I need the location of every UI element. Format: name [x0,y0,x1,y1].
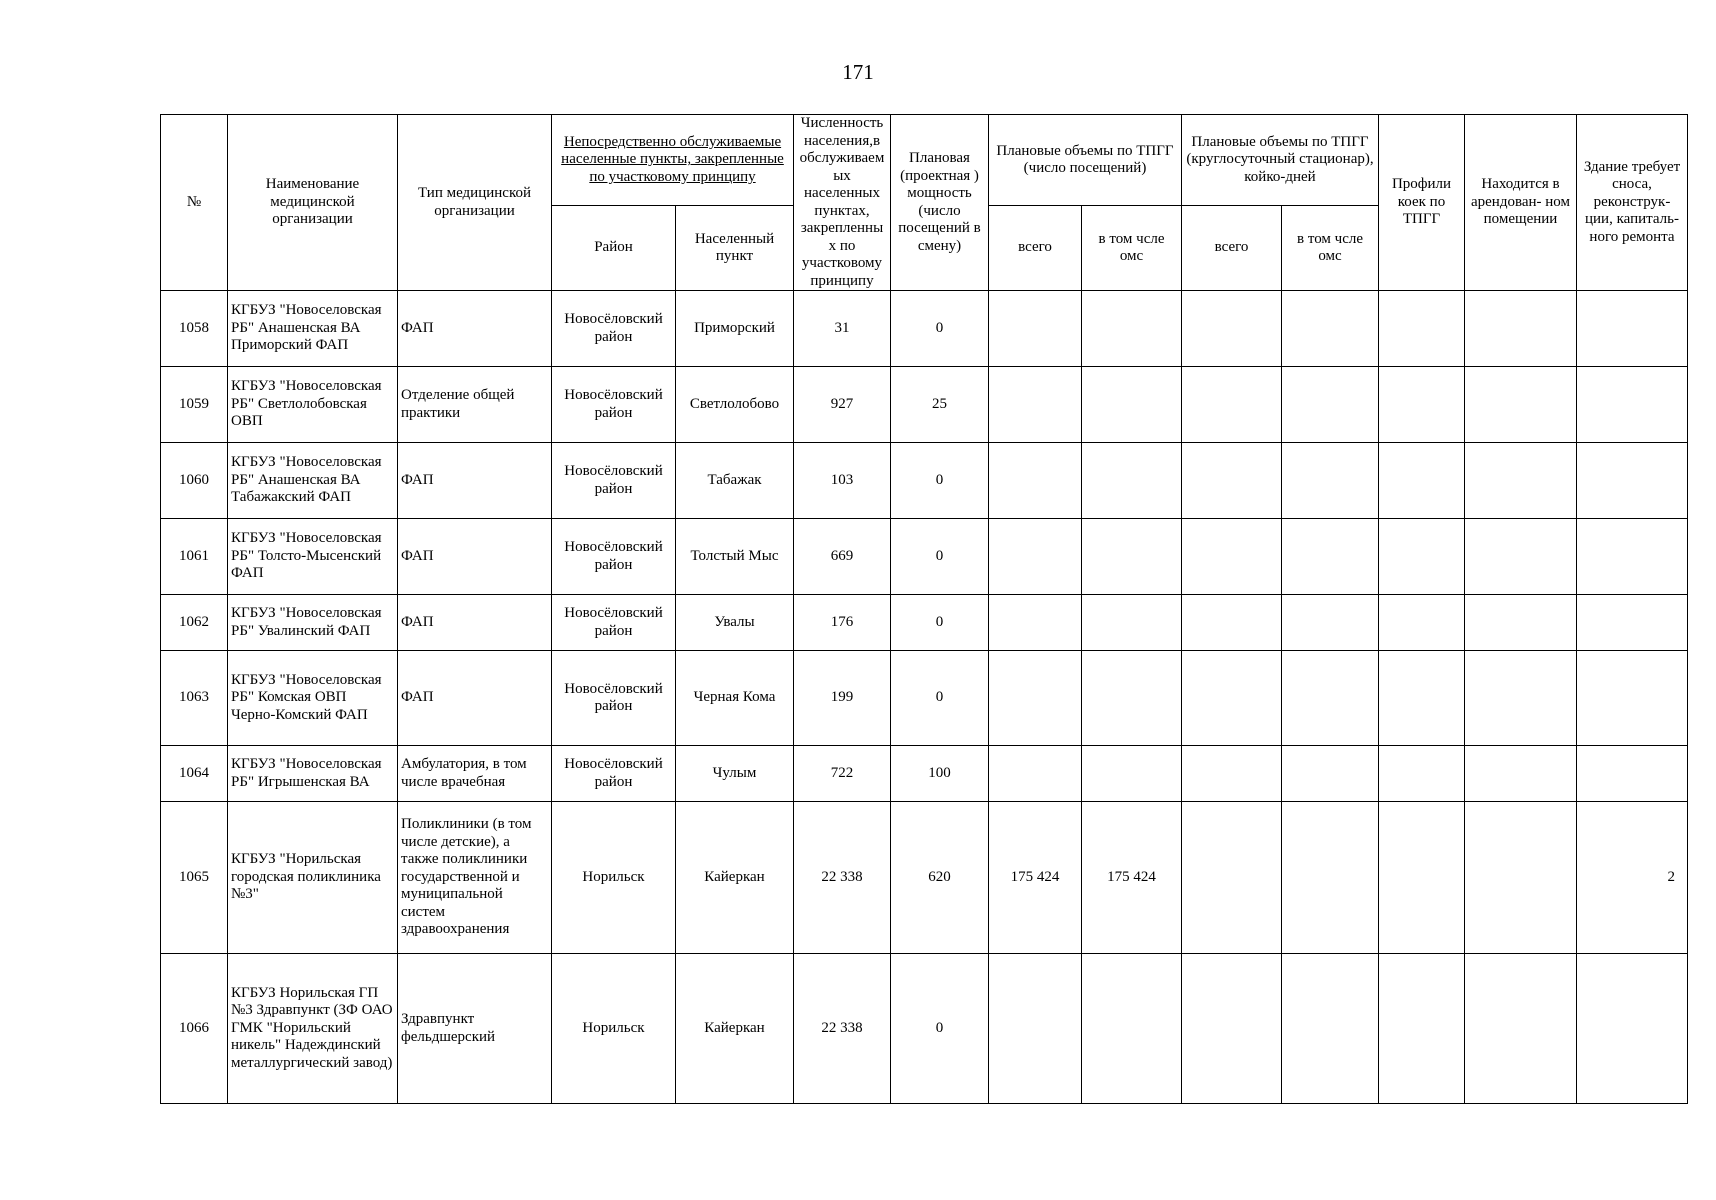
cell-profiles [1379,595,1465,651]
cell-type: ФАП [398,291,552,367]
cell-settlement: Кайеркан [676,802,794,954]
cell-type: ФАП [398,595,552,651]
cell-visits-total [989,443,1082,519]
cell-name: КГБУЗ "Новоселовская РБ" Светлолобовская ОВП [228,367,398,443]
cell-inpatient-oms [1282,746,1379,802]
cell-visits-oms [1082,291,1182,367]
cell-num: 1065 [161,802,228,954]
cell-district: Новосёловский район [552,291,676,367]
cell-rented [1465,954,1577,1104]
cell-settlement: Чулым [676,746,794,802]
cell-building [1577,651,1688,746]
header-visits: Плановые объемы по ТПГГ (число посещений) [989,115,1182,206]
cell-capacity: 620 [891,802,989,954]
cell-population: 22 338 [794,954,891,1104]
cell-visits-total [989,954,1082,1104]
cell-profiles [1379,519,1465,595]
cell-type: Поликлиники (в том числе детские), а также поликлиники государственной и муниципальной систем здравоохранения [398,802,552,954]
table-row [161,367,1688,443]
cell-inpatient-total [1182,954,1282,1104]
header-rented: Находится в арендован- ном помещении [1465,115,1577,291]
cell-profiles [1379,291,1465,367]
cell-num: 1061 [161,519,228,595]
cell-population: 199 [794,651,891,746]
cell-visits-total [989,651,1082,746]
cell-capacity: 25 [891,367,989,443]
cell-inpatient-total [1182,595,1282,651]
cell-profiles [1379,802,1465,954]
cell-settlement: Черная Кома [676,651,794,746]
cell-inpatient-total [1182,802,1282,954]
cell-visits-total [989,746,1082,802]
cell-settlement: Приморский [676,291,794,367]
header-settlement: Населенный пункт [676,206,794,291]
header-num: № [161,115,228,291]
cell-visits-oms [1082,595,1182,651]
cell-visits-total: 175 424 [989,802,1082,954]
cell-inpatient-total [1182,746,1282,802]
cell-inpatient-total [1182,651,1282,746]
cell-building [1577,519,1688,595]
header-building: Здание требует сноса, реконструк- ции, капиталь- ного ремонта [1577,115,1688,291]
table-row [161,443,1688,519]
cell-name: КГБУЗ "Новоселовская РБ" Толсто-Мысенский ФАП [228,519,398,595]
cell-inpatient-oms [1282,954,1379,1104]
table-row [161,291,1688,367]
cell-inpatient-total [1182,443,1282,519]
cell-capacity: 0 [891,291,989,367]
header-district: Район [552,206,676,291]
header-inpatient-oms: в том чсле омс [1282,206,1379,291]
cell-inpatient-oms [1282,443,1379,519]
table-row [161,519,1688,595]
cell-profiles [1379,954,1465,1104]
table-row [161,595,1688,651]
cell-district: Новосёловский район [552,519,676,595]
cell-profiles [1379,746,1465,802]
cell-visits-total [989,595,1082,651]
header-org-type: Тип медицинской организации [398,115,552,291]
cell-rented [1465,443,1577,519]
cell-name: КГБУЗ Норильская ГП №3 Здравпункт (ЗФ ОАО ГМК "Норильский никель" Надеждинский металлургический завод) [228,954,398,1104]
cell-inpatient-oms [1282,651,1379,746]
header-inpatient-total: всего [1182,206,1282,291]
table-row [161,954,1688,1104]
header-bed-profiles: Профили коек по ТПГГ [1379,115,1465,291]
cell-type: Здравпункт фельдшерский [398,954,552,1104]
page-number: 171 [842,60,874,84]
cell-district: Новосёловский район [552,746,676,802]
cell-visits-oms [1082,519,1182,595]
cell-name: КГБУЗ "Новоселовская РБ" Анашенская ВА Табажакский ФАП [228,443,398,519]
cell-building [1577,746,1688,802]
cell-settlement: Толстый Мыс [676,519,794,595]
cell-capacity: 0 [891,519,989,595]
cell-visits-oms [1082,443,1182,519]
cell-name: КГБУЗ "Новоселовская РБ" Комская ОВП Черно-Комский ФАП [228,651,398,746]
cell-num: 1058 [161,291,228,367]
cell-district: Новосёловский район [552,651,676,746]
cell-rented [1465,367,1577,443]
cell-inpatient-oms [1282,519,1379,595]
cell-settlement: Табажак [676,443,794,519]
cell-population: 31 [794,291,891,367]
cell-profiles [1379,367,1465,443]
cell-settlement: Увалы [676,595,794,651]
header-inpatient: Плановые объемы по ТПГГ (круглосуточный стационар), койко-дней [1182,115,1379,206]
table-row [161,746,1688,802]
cell-name: КГБУЗ "Новоселовская РБ" Увалинский ФАП [228,595,398,651]
cell-capacity: 0 [891,954,989,1104]
cell-visits-oms: 175 424 [1082,802,1182,954]
cell-num: 1059 [161,367,228,443]
header-capacity: Плановая (проектная ) мощность (число посещений в смену) [891,115,989,291]
cell-num: 1066 [161,954,228,1104]
cell-name: КГБУЗ "Новоселовская РБ" Игрышенская ВА [228,746,398,802]
cell-capacity: 0 [891,443,989,519]
cell-visits-oms [1082,954,1182,1104]
cell-district: Новосёловский район [552,443,676,519]
table-row [161,802,1688,954]
cell-num: 1064 [161,746,228,802]
header-visits-total: всего [989,206,1082,291]
cell-type: ФАП [398,443,552,519]
cell-rented [1465,802,1577,954]
cell-capacity: 0 [891,651,989,746]
cell-visits-total [989,519,1082,595]
cell-type: Амбулатория, в том числе врачебная [398,746,552,802]
cell-population: 722 [794,746,891,802]
header-served-points: Непосредственно обслуживаемые населенные пункты, закрепленные по участковому принципу [552,115,794,206]
cell-name: КГБУЗ "Норильская городская поликлиника №3" [228,802,398,954]
cell-population: 103 [794,443,891,519]
cell-building [1577,443,1688,519]
cell-inpatient-oms [1282,291,1379,367]
cell-inpatient-total [1182,291,1282,367]
cell-inpatient-oms [1282,367,1379,443]
cell-profiles [1379,651,1465,746]
cell-type: ФАП [398,519,552,595]
cell-building [1577,367,1688,443]
cell-type: ФАП [398,651,552,746]
cell-visits-oms [1082,746,1182,802]
cell-visits-total [989,367,1082,443]
cell-capacity: 0 [891,595,989,651]
cell-district: Новосёловский район [552,367,676,443]
cell-population: 927 [794,367,891,443]
table-row [161,651,1688,746]
cell-rented [1465,519,1577,595]
cell-district: Норильск [552,802,676,954]
cell-rented [1465,651,1577,746]
cell-building [1577,954,1688,1104]
cell-num: 1063 [161,651,228,746]
cell-visits-oms [1082,367,1182,443]
cell-profiles [1379,443,1465,519]
cell-settlement: Кайеркан [676,954,794,1104]
cell-capacity: 100 [891,746,989,802]
cell-type: Отделение общей практики [398,367,552,443]
cell-building [1577,595,1688,651]
cell-inpatient-total [1182,519,1282,595]
header-visits-oms: в том чсле омс [1082,206,1182,291]
header-org-name: Наименование медицинской организации [228,115,398,291]
cell-rented [1465,595,1577,651]
cell-population: 669 [794,519,891,595]
cell-num: 1062 [161,595,228,651]
cell-name: КГБУЗ "Новоселовская РБ" Анашенская ВА Приморский ФАП [228,291,398,367]
cell-population: 176 [794,595,891,651]
cell-rented [1465,291,1577,367]
cell-population: 22 338 [794,802,891,954]
cell-building: 2 [1577,802,1688,954]
cell-building [1577,291,1688,367]
cell-inpatient-oms [1282,802,1379,954]
cell-settlement: Светлолобово [676,367,794,443]
cell-inpatient-oms [1282,595,1379,651]
header-population: Численность населения,в обслуживаем ых населенных пунктах, закрепленны х по участковому принципу [794,115,891,291]
cell-inpatient-total [1182,367,1282,443]
cell-district: Норильск [552,954,676,1104]
cell-visits-total [989,291,1082,367]
cell-rented [1465,746,1577,802]
cell-district: Новосёловский район [552,595,676,651]
cell-visits-oms [1082,651,1182,746]
facilities-table [160,114,1688,1104]
cell-num: 1060 [161,443,228,519]
